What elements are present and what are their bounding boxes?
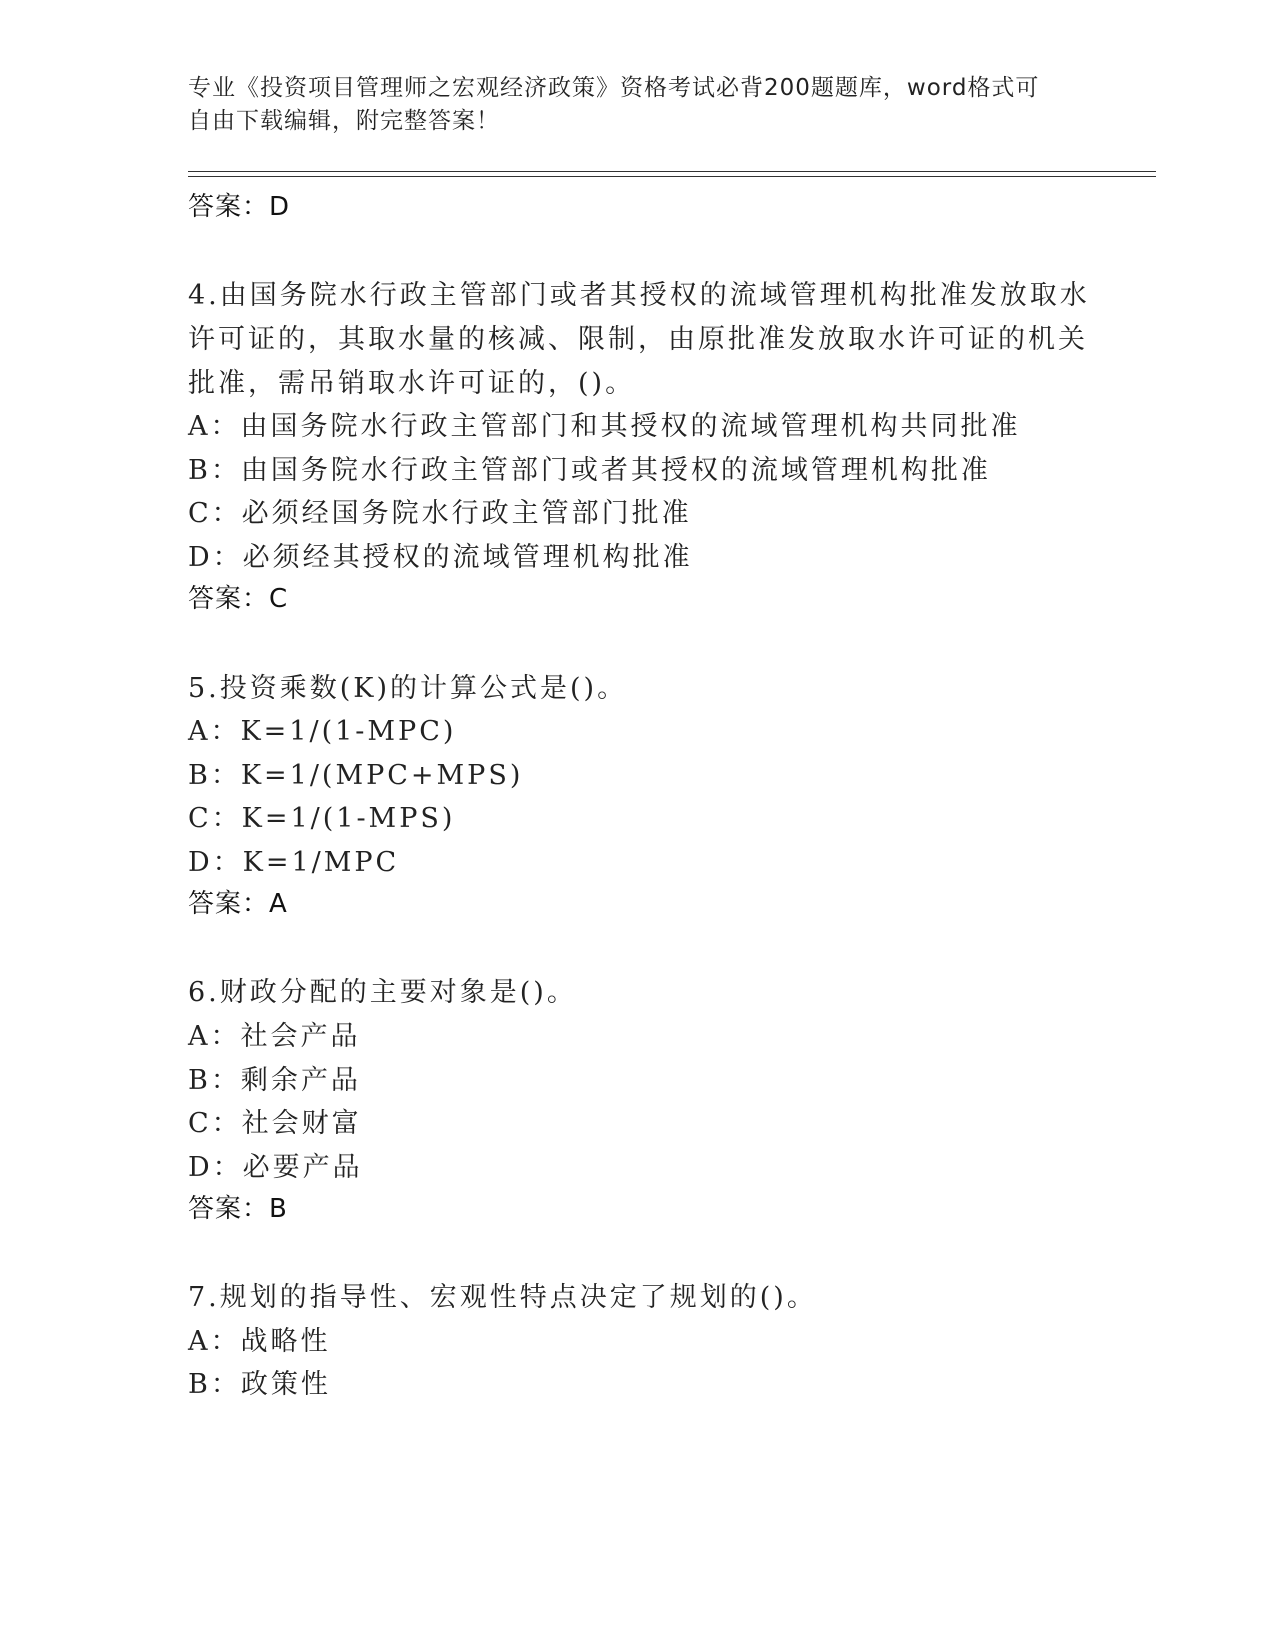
answer-q5: 答案：A bbox=[188, 889, 288, 919]
question-4-stem-line-3: 批准，需吊销取水许可证的，()。 bbox=[188, 368, 636, 399]
question-7-option-b: B：政策性 bbox=[188, 1369, 331, 1400]
question-7-stem: 7.规划的指导性、宏观性特点决定了规划的()。 bbox=[188, 1282, 817, 1313]
question-4-option-b: B：由国务院水行政主管部门或者其授权的流域管理机构批准 bbox=[188, 455, 991, 486]
question-5-option-b: B：K=1/(MPC+MPS) bbox=[188, 760, 524, 791]
question-4-option-d: D：必须经其授权的流域管理机构批准 bbox=[188, 542, 693, 573]
question-6-option-a: A：社会产品 bbox=[188, 1021, 361, 1052]
question-4-option-c: C：必须经国务院水行政主管部门批准 bbox=[188, 498, 692, 529]
question-6-option-b: B：剩余产品 bbox=[188, 1065, 361, 1096]
question-5-option-a: A：K=1/(1-MPC) bbox=[188, 716, 457, 747]
question-5-stem: 5.投资乘数(K)的计算公式是()。 bbox=[188, 673, 628, 704]
question-6-option-c: C：社会财富 bbox=[188, 1108, 362, 1139]
question-7-option-a: A：战略性 bbox=[188, 1326, 331, 1357]
header-rule-top bbox=[188, 171, 1156, 172]
header-rule-bottom bbox=[188, 176, 1156, 177]
header-line-1: 专业《投资项目管理师之宏观经济政策》资格考试必背200题题库，word格式可 bbox=[188, 75, 1040, 101]
question-5-option-c: C：K=1/(1-MPS) bbox=[188, 803, 456, 834]
document-header bbox=[188, 72, 1088, 138]
question-5-option-d: D：K=1/MPC bbox=[188, 847, 400, 878]
answer-q4: 答案：C bbox=[188, 584, 289, 614]
answer-q3: 答案：D bbox=[188, 192, 291, 222]
question-4-option-a: A：由国务院水行政主管部门和其授权的流域管理机构共同批准 bbox=[188, 411, 1021, 442]
answer-q6: 答案：B bbox=[188, 1194, 288, 1224]
question-4-stem-line-2: 许可证的，其取水量的核减、限制，由原批准发放取水许可证的机关 bbox=[188, 324, 1088, 355]
header-line-2: 自由下载编辑，附完整答案！ bbox=[188, 108, 500, 134]
question-6-stem: 6.财政分配的主要对象是()。 bbox=[188, 977, 577, 1008]
question-4-stem-line-1: 4.由国务院水行政主管部门或者其授权的流域管理机构批准发放取水 bbox=[188, 280, 1090, 311]
question-6-option-d: D：必要产品 bbox=[188, 1152, 363, 1183]
